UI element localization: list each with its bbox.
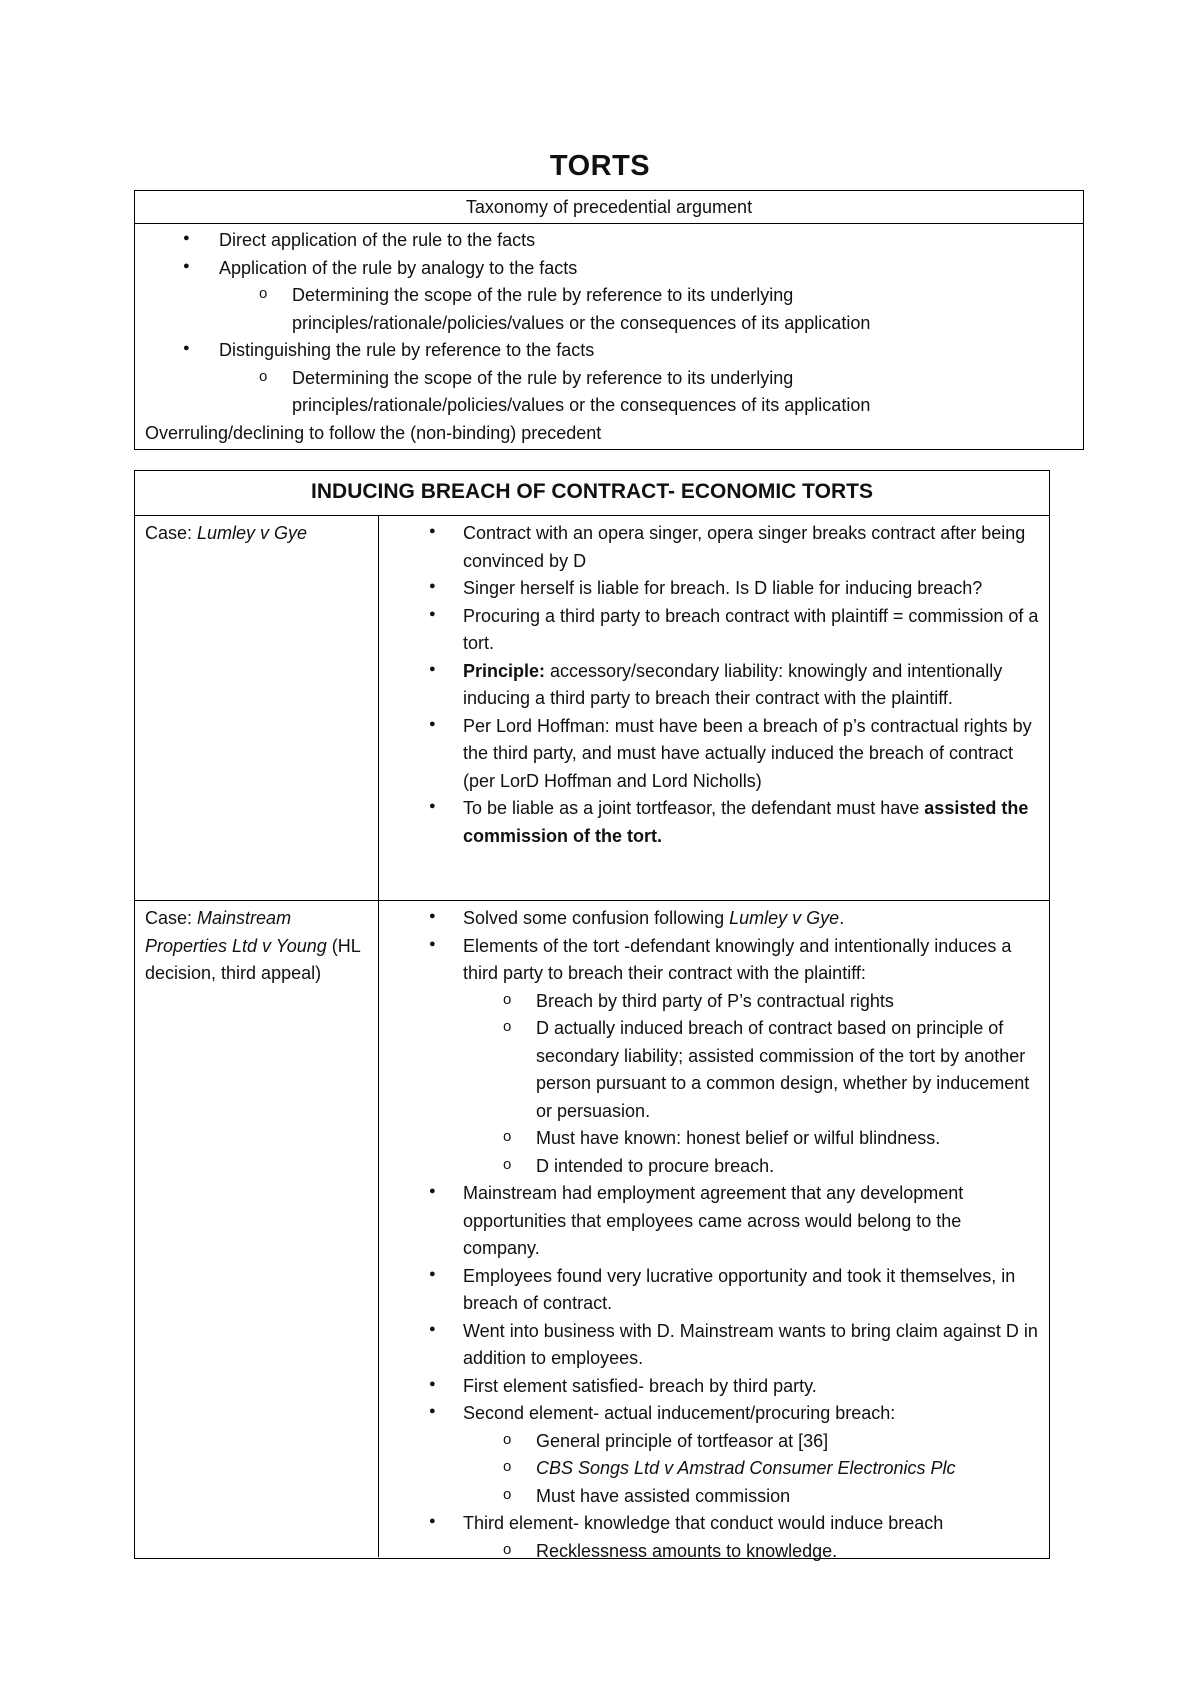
taxonomy-subitem-cont: principles/rationale/policies/values or the consequences of its application: [292, 395, 871, 415]
inducing-breach-table: [134, 470, 1050, 1559]
case-label: Case:: [145, 908, 198, 928]
taxonomy-subitem-cont: principles/rationale/policies/values or the consequences of its application: [292, 312, 871, 333]
note-item: ● Procuring a third party to breach contract with plaintiff = commission of a tort.: [379, 603, 1049, 658]
case-name: Lumley v Gye: [197, 523, 308, 543]
note-text: .: [839, 908, 845, 928]
note-text: To be liable as a joint tortfeasor, the defendant must have: [463, 798, 925, 818]
note-item: ● First element satisfied- breach by third party.: [379, 1373, 1049, 1401]
note-subitem: o D intended to procure breach.: [379, 1153, 1049, 1181]
case-notes-cell: [379, 901, 1049, 1561]
case-label-cell: [135, 901, 379, 1557]
note-item: ● Elements of the tort -defendant knowingly and intentionally induces a third party to breach their contract with the plaintiff:: [379, 933, 1049, 988]
note-item: ● Contract with an opera singer, opera singer breaks contract after being convinced by D: [379, 520, 1049, 575]
section-heading: INDUCING BREACH OF CONTRACT- ECONOMIC TORTS: [135, 471, 1049, 516]
taxonomy-subitem: o Determining the scope of the rule by reference to its underlying: [135, 282, 1083, 310]
note-item: ● Singer herself is liable for breach. Is D liable for inducing breach?: [379, 575, 1049, 603]
principle-text: accessory/secondary liability: knowingly and intentionally inducing a third party to breach their contract with the plaintiff.: [463, 660, 1003, 708]
case-name: Mainstream Properties Ltd v Young: [145, 908, 327, 956]
page-title: TORTS: [549, 150, 651, 182]
taxonomy-header: Taxonomy of precedential argument: [135, 191, 1083, 224]
case-ref: Lumley v Gye: [729, 908, 840, 928]
note-item: [379, 905, 1049, 933]
note-item: [379, 658, 1049, 713]
note-subitem: o Must have assisted commission: [379, 1483, 1049, 1511]
case-notes-cell: [379, 516, 1049, 900]
note-bold: assisted the commission of the tort.: [463, 798, 1029, 846]
note-item: ● Second element- actual inducement/procuring breach:: [379, 1400, 1049, 1428]
note-item: ● Per Lord Hoffman: must have been a breach of p’s contractual rights by the third party, and must have actually induced the breach of contract (per LorD Hoffman and Lord Nicholls): [379, 713, 1049, 796]
note-item: ● Third element- knowledge that conduct would induce breach: [379, 1510, 1049, 1538]
note-item: ● Mainstream had employment agreement that any development opportunities that employees came across would belong to the company.: [379, 1180, 1049, 1263]
note-subitem: o Must have known: honest belief or wilful blindness.: [379, 1125, 1049, 1153]
case-note: (HL decision, third appeal): [145, 935, 361, 983]
taxonomy-subitem: o Determining the scope of the rule by reference to its underlying: [135, 365, 1083, 393]
case-row-lumley: [135, 516, 1049, 901]
case-label-cell: [135, 516, 379, 900]
taxonomy-item: ● Distinguishing the rule by reference to the facts: [135, 337, 1083, 365]
case-row-mainstream: [135, 901, 1049, 1561]
taxonomy-item: ● Application of the rule by analogy to the facts: [135, 255, 1083, 283]
taxonomy-body: [135, 224, 1083, 449]
note-text: Solved some confusion following: [463, 908, 730, 928]
note-subitem: o Breach by third party of P’s contractual rights: [379, 988, 1049, 1016]
taxonomy-item: ● Direct application of the rule to the facts: [135, 227, 1083, 255]
note-subitem: [379, 1455, 1049, 1483]
note-subitem: o Recklessness amounts to knowledge.: [379, 1538, 1049, 1566]
note-subitem: o General principle of tortfeasor at [36]: [379, 1428, 1049, 1456]
taxonomy-box: [134, 190, 1084, 450]
note-subitem: o D actually induced breach of contract based on principle of secondary liability; assisted commission of the tort by another person pursuant to a common design, whether by inducement or persuasion.: [379, 1015, 1049, 1125]
principle-label: Principle:: [463, 660, 546, 681]
case-ref: CBS Songs Ltd v Amstrad Consumer Electronics Plc: [536, 1458, 956, 1478]
note-item: [379, 795, 1049, 850]
taxonomy-last-line: Overruling/declining to follow the (non-binding) precedent: [145, 422, 602, 443]
case-label: Case:: [145, 523, 198, 543]
note-item: ● Employees found very lucrative opportunity and took it themselves, in breach of contract.: [379, 1263, 1049, 1318]
note-item: ● Went into business with D. Mainstream wants to bring claim against D in addition to employees.: [379, 1318, 1049, 1373]
